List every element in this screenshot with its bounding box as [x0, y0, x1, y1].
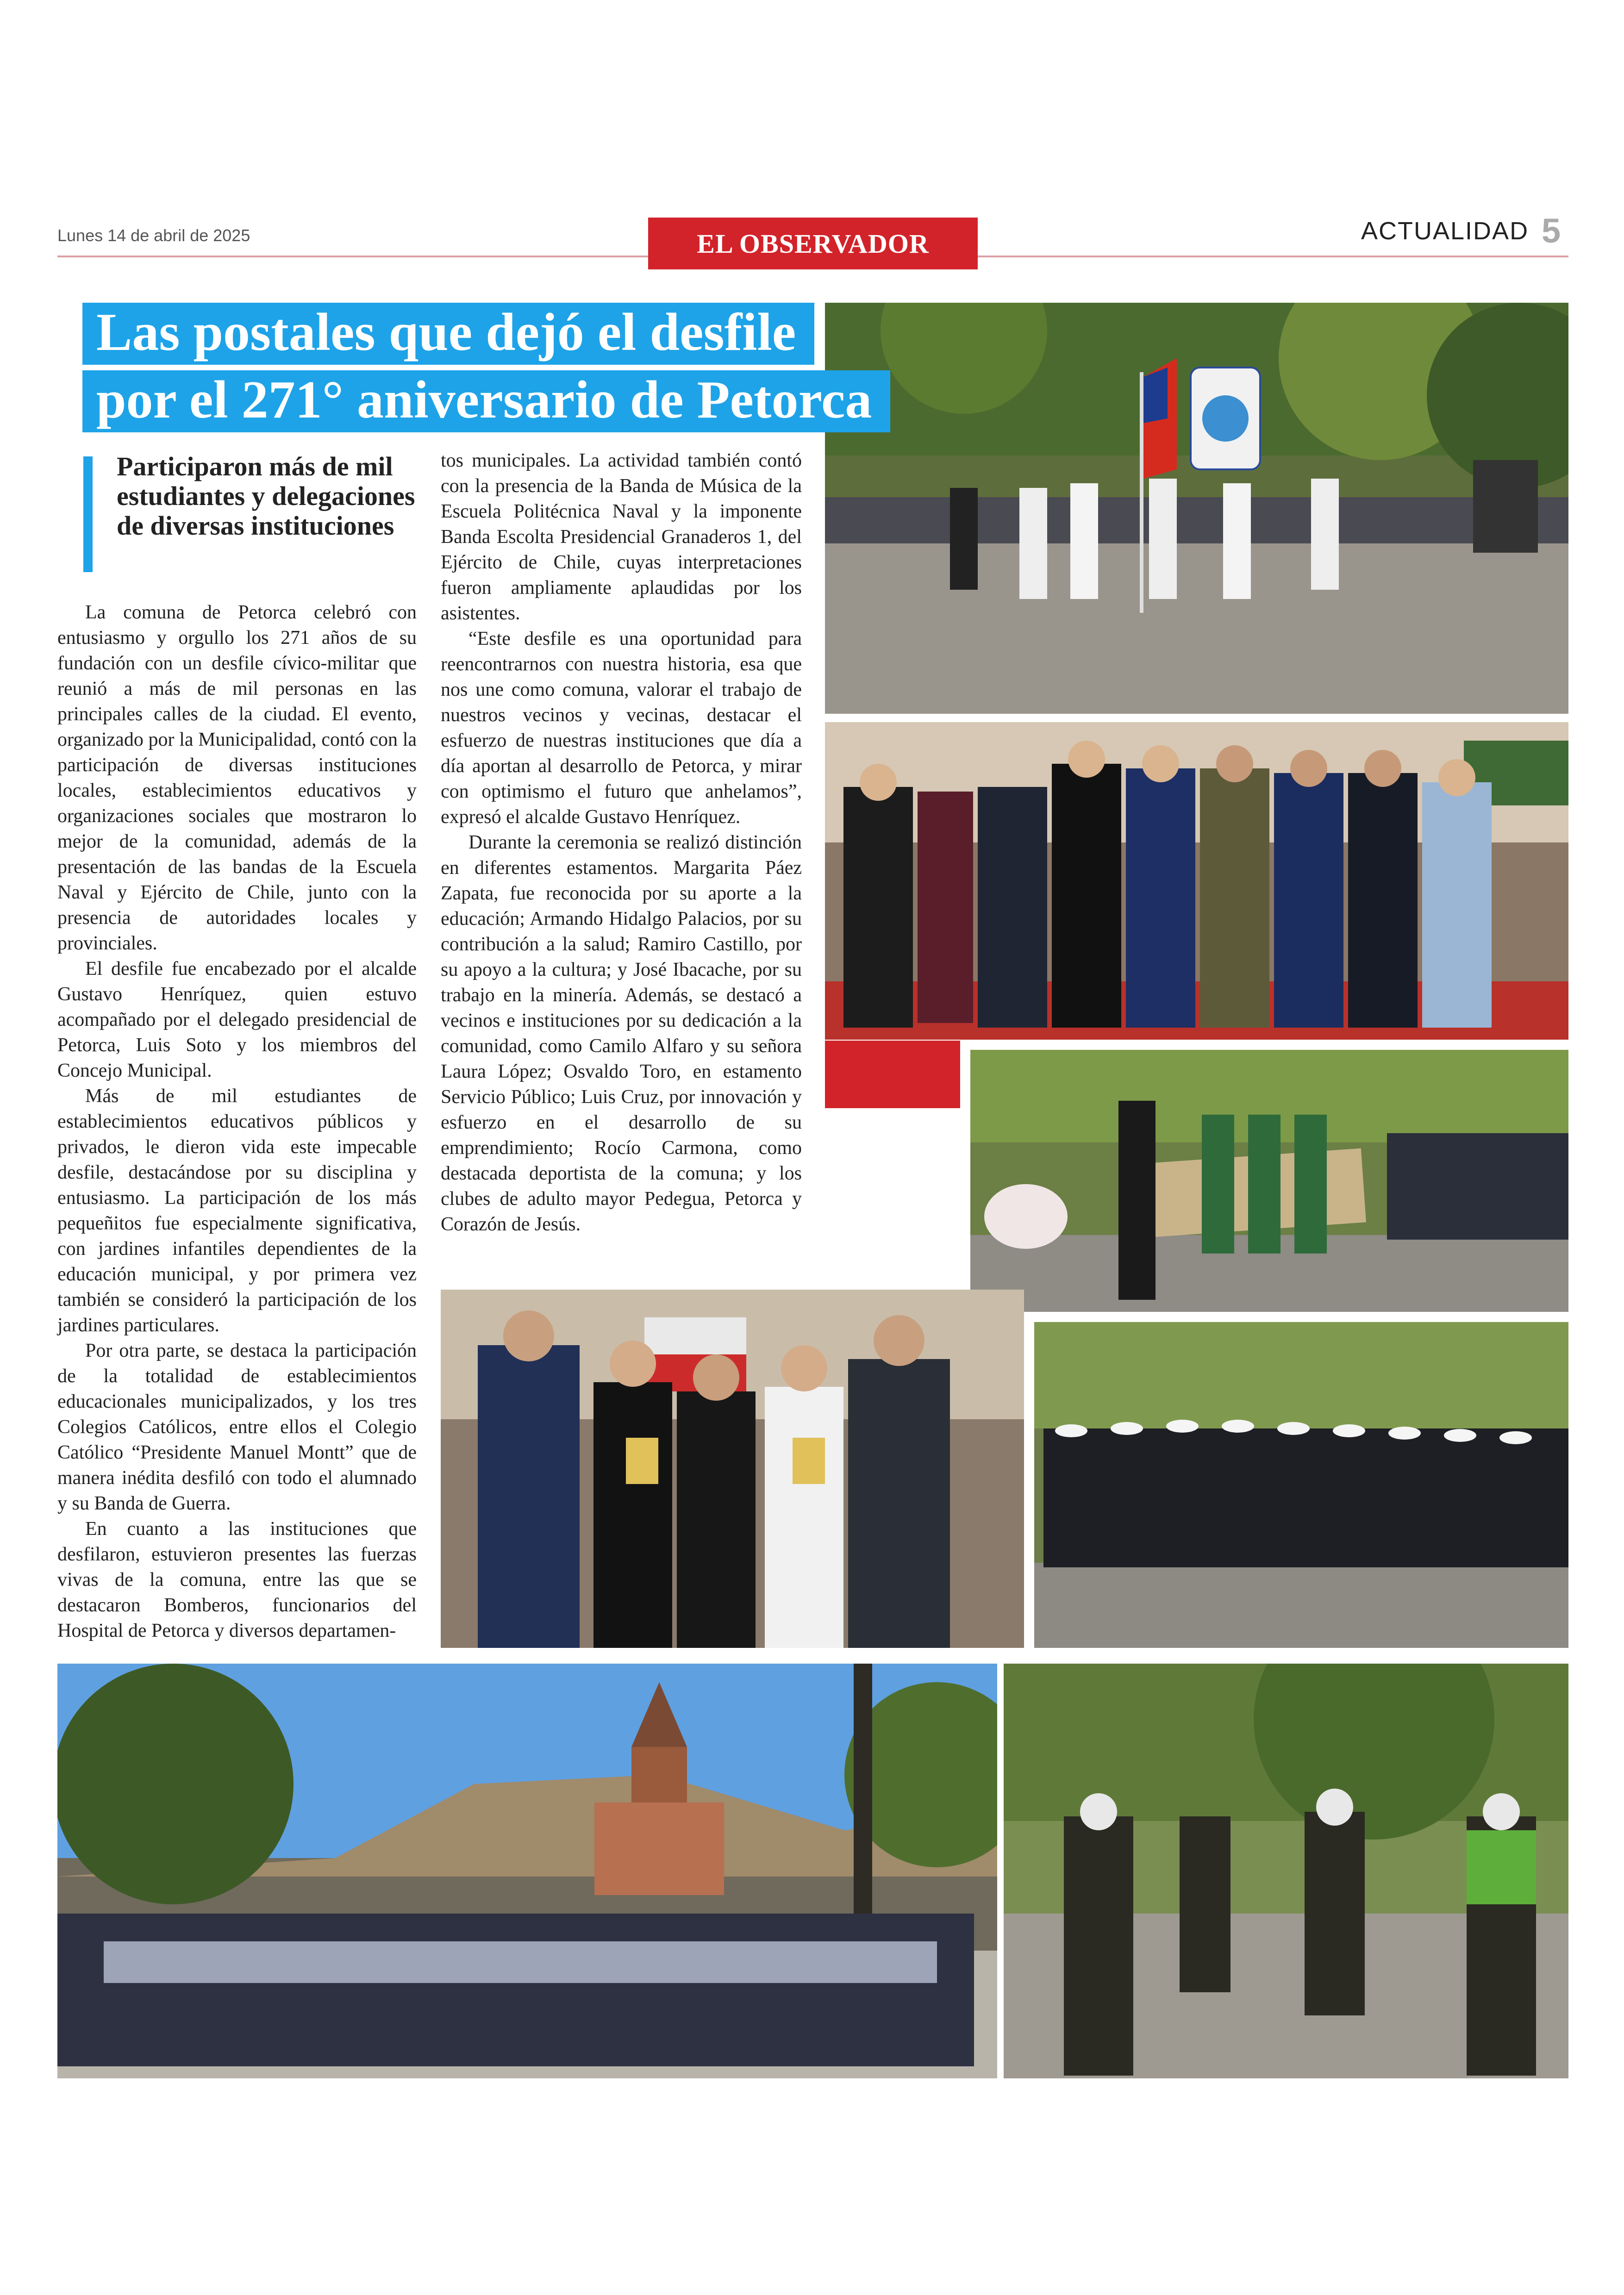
article-column-1: [57, 600, 417, 1644]
photo-banner-march: [970, 1050, 1568, 1312]
paragraph: El desfile fue encabezado por el alcalde Gustavo Henríquez, quien estuvo acompañado por el delegado presidencial de Petorca, Luis Soto y los miembros del Concejo Municipal.: [57, 958, 417, 1081]
photo-authorities-plaques: [825, 722, 1568, 1040]
paragraph: En cuanto a las instituciones que desfilaron, estuvieron presentes las fuerzas vivas de la comuna, entre las que se destacaron Bomberos, funcionarios del Hospital de Petorca y diversos departamen-: [57, 1518, 417, 1641]
red-block: [825, 1041, 960, 1108]
section-label: ACTUALIDAD: [1361, 217, 1529, 245]
photo-parade-flag: [825, 303, 1568, 714]
paragraph: La comuna de Petorca celebró con entusiasmo y orgullo los 271 años de su fundación con un desfile cívico-militar que reunió a más de mil personas en las principales calles de la ciudad. El evento, organizado por la Municipalidad, contó con la participación de diversas instituciones locales, establecimientos educativos y organizaciones sociales que mostraron lo mejor de la comunidad, además de la presentación de las bandas de la Escuela Naval y Ejército de Chile, junto con la presencia de autoridades locales y provinciales.: [57, 602, 417, 954]
article-column-2: [441, 448, 802, 1237]
paragraph: Durante la ceremonia se realizó distinción en diferentes estamentos. Margarita Páez Zapata, fue reconocida por su aporte a la educación; Armando Hidalgo Palacios, por su contribución a la salud; Ramiro Castillo, por su apoyo a la cultura; y José Ibacache, por su trabajo en la minería. Además, se destacó a vecinos e instituciones por su dedicación a la comunidad, como Camilo Alfaro y su señora Laura López; Osvaldo Toro, en estamento Servicio Público; Luis Cruz, por innovación y esfuerzo en el desarrollo de su emprendimiento; Rocío Carmona, como destacada deportista de la comuna; y los clubes de adulto mayor Pedegua, Petorca y Corazón de Jesús.: [441, 832, 802, 1235]
article-title-line-2: por el 271° aniversario de Petorca: [82, 370, 890, 432]
masthead: EL OBSERVADOR: [648, 218, 978, 269]
subtitle-accent-bar: [83, 456, 93, 572]
paragraph: Más de mil estudiantes de establecimientos educativos públicos y privados, le dieron vida este impecable desfile, destacándose por su disciplina y entusiasmo. La participación de los más pequeñitos fue especialmente significativa, con jardines infantiles dependientes de la educación municipal, y por primera vez también se consideró la participación de los jardines particulares.: [57, 1085, 417, 1336]
photo-church-group: [57, 1664, 997, 2078]
page-number: 5: [1542, 212, 1561, 250]
issue-date: Lunes 14 de abril de 2025: [57, 226, 250, 245]
article-title-line-1: Las postales que dejó el desfile: [82, 303, 814, 365]
photo-naval-march: [1034, 1322, 1568, 1648]
photo-honorees-group: [441, 1290, 1024, 1648]
photo-climbers: [1004, 1664, 1568, 2078]
article-subtitle: Participaron más de mil estudiantes y delegaciones de diversas instituciones: [117, 451, 415, 541]
paragraph: tos municipales. La actividad también contó con la presencia de la Banda de Música de la Escuela Politécnica Naval y la imponente Banda Escolta Presidencial Granaderos 1, del Ejército de Chile, cuyas interpretaciones fueron ampliamente aplaudidas por los asistentes.: [441, 450, 802, 624]
paragraph: “Este desfile es una oportunidad para reencontrarnos con nuestra historia, esa que nos une como comuna, valorar el trabajo de nuestros vecinos y vecinas, destacar el esfuerzo de nuestras instituciones que día a día aportan al desarrollo de Petorca, y mirar con optimismo el futuro que anhelamos”, expresó el alcalde Gustavo Henríquez.: [441, 628, 802, 828]
paragraph: Por otra parte, se destaca la participación de la totalidad de establecimientos educacionales municipalizados, y los tres Colegios Católicos, entre ellos el Colegio Católico “Presidente Manuel Montt” que de manera inédita desfiló con todo el alumnado y su Banda de Guerra.: [57, 1340, 417, 1514]
